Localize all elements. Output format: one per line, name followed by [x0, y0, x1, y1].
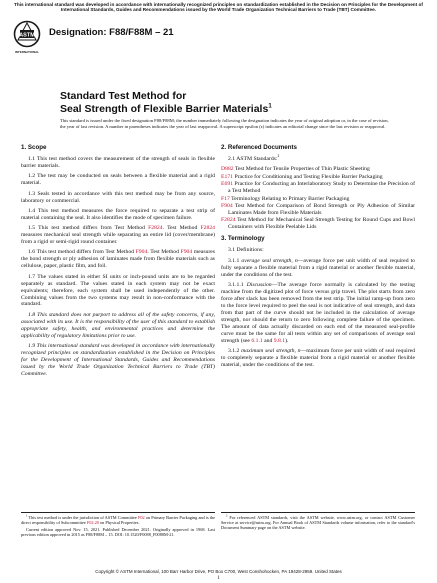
text-run: and: [262, 337, 274, 344]
reference-title: Terminology Relating to Primary Barrier Packaging: [229, 195, 350, 202]
paragraph-2-1: [221, 156, 415, 163]
reference-title: Practice for Conditioning and Testing Flexible Barrier Packaging: [233, 173, 383, 180]
text-run: —average force per unit width of seal required to fully separate a flexible material from a rigid material or another flexible material, under the conditions of the test.: [221, 257, 415, 278]
text-run: —The average force normally is calculated by the testing machine from the digitized plot of force versus grip travel. The plot starts from zero force after slack has been removed from the test strip. The initial ramp-up from zero to the force level required to peel the seal is not indicative of seal strength, and data from that part of the curve should not be included in the calculation of average strength, nor should the return to zero following complete failure of the specimen. The amount of data actually discarded on each end of the measured seal-profile curve must be the same for all tests within any set of comparisons of average seal strength (see: [221, 281, 416, 344]
international-standard-notice: This international standard was developed in accordance with internationally recognized principles on standardization established in the Decision on Principles for the Development of International Standards, Guides and Recommendations issued by the World Trade Organization Technical Barriers to Trade (TBT) Committee.: [14, 2, 423, 13]
paragraph-1-6: [21, 249, 215, 270]
text-run: . Test Method: [162, 225, 201, 232]
reference-code-link[interactable]: D882: [221, 166, 234, 173]
text-run: This test method is under the jurisdiction of ASTM Committee: [28, 515, 138, 520]
title-line-2: Seal Strength of Flexible Barrier Materials: [60, 102, 269, 115]
text-run: on Physical Properties.: [98, 520, 140, 526]
issue-note: This standard is issued under the fixed designation F88/F88M; the number immediately following the designation indicates the year of original adoption or, in the case of revision, the year of last revision. A number in parentheses indicates the year of last reapproval. A superscript epsilon (ε) indicates an editorial change since the last revision or reapproval.: [60, 118, 389, 129]
designation: Designation: F88/F88M – 21: [49, 27, 174, 38]
reference-title: Test Method for Tensile Properties of Thin Plastic Sheeting: [233, 166, 370, 173]
text-run: ).: [285, 337, 289, 344]
page-number: 1: [217, 576, 220, 581]
text-run: measures the bond strength or ply adhesion of laminates made from flexible materials such as cellulose, paper, plastic film, and foil.: [21, 249, 216, 270]
reference-title: Test Method for Mechanical Seal Strength Testing for Round Cups and Bowl Containers with Flexible Peelable Lids: [228, 217, 415, 231]
paragraph-1-1: 1.1 This test method covers the measurement of the strength of seals in flexible barrier materials.: [21, 155, 215, 169]
reference-code-link[interactable]: E691: [221, 181, 234, 188]
paragraph-1-5: [21, 225, 215, 246]
text-run: For referenced ASTM standards, visit the ASTM website, www.astm.org, or contact ASTM Customer Service at service@astm.org. For Annual Book of ASTM Standards volume information, refer to the standard's Document Summary page on the ASTM website.: [221, 515, 415, 531]
text-run: 3.1.2: [228, 347, 242, 354]
title-line-1: Standard Test Method for: [60, 90, 187, 102]
document-title: [60, 90, 272, 115]
left-column: [21, 145, 215, 381]
reference-item: [221, 181, 415, 195]
reference-code-link[interactable]: F2824: [221, 217, 236, 224]
text-run: 3.1.1.1: [228, 281, 247, 288]
text-run: 2.1 ASTM Standards:: [228, 155, 278, 162]
term-name: maximum seal strength, n: [241, 347, 301, 354]
paragraph-1-7: 1.7 The values stated in either SI units or inch-pound units are to be regarded separately as standard. The values stated in each system may not be exact equivalents; therefore, each system shall be used independently of the other. Combining values from the two systems may result in non-conformance with the standard.: [21, 273, 215, 308]
link-f2824[interactable]: F2824: [200, 225, 216, 232]
text-run: measures mechanical seal strength while separating an entire lid (cover/membrane) from a rigid or semi-rigid round container.: [21, 232, 215, 246]
footnote-mark-2: 2: [277, 154, 280, 159]
paragraph-1-9: 1.9 This international standard was developed in accordance with internationally recognized principles on standardization established in the Decision on Principles for the Development of International Standards, Guides and Recommendations issued by the World Trade Organization Technical Barriers to Trade (TBT) Committee.: [21, 343, 215, 377]
paragraph-1-3: 1.3 Seals tested in accordance with this test method may be from any source, laboratory or commercial.: [21, 190, 215, 204]
reference-code-link[interactable]: F17: [221, 195, 230, 202]
footnote-1: [21, 512, 215, 539]
reference-item: [221, 195, 415, 203]
section-heading-referenced-documents: 2. Referenced Documents: [221, 144, 297, 151]
section-xref-link[interactable]: 9.8.1: [273, 337, 286, 344]
paragraph-1-2: 1.2 The test may be conducted on seals between a flexible material and a rigid material.: [21, 173, 215, 187]
reference-title: Practice for Conducting an Interlaboratory Study to Determine the Precision of a Test Method: [228, 181, 415, 195]
reference-list: [221, 166, 415, 231]
reference-code-link[interactable]: F904: [221, 203, 233, 210]
text-run: —maximum force per unit width of seal required to completely separate a flexible material from a rigid material or another flexible material, under the conditions of the test.: [221, 347, 416, 368]
paragraph-1-4: 1.4 This test method measures the force required to separate a test strip of material containing the seal. It also identifies the mode of specimen failure.: [21, 207, 215, 221]
astm-logo-icon: [13, 20, 41, 58]
reference-item: [221, 217, 415, 231]
link-subcommittee-f02-20[interactable]: F02.20: [86, 520, 99, 526]
text-run: 1.6 This test method differs from Test Method: [28, 249, 136, 256]
section-heading-terminology: 3. Terminology: [221, 235, 265, 243]
link-f2824[interactable]: F2824: [148, 225, 163, 232]
text-run: on Primary Barrier Packaging and is the direct responsibility of Subcommittee: [21, 515, 216, 526]
logo-text: INTERNATIONAL: [14, 50, 40, 54]
text-run: 3.1.1: [228, 257, 242, 264]
reference-item: [221, 166, 415, 173]
copyright-footer: Copyright © ASTM International, 100 Barr Harbor Drive, PO Box C700, West Conshohocken, PA 19428-2959. United States: [95, 569, 342, 574]
section-xref-link[interactable]: 6.1.1: [251, 337, 263, 344]
link-committee-f02[interactable]: F02: [137, 515, 145, 520]
term-name: Discussion: [246, 281, 272, 288]
reference-item: [221, 173, 415, 181]
section-heading-scope: 1. Scope: [21, 144, 47, 151]
footnote-2: [221, 512, 415, 532]
reference-title: Test Method for Comparison of Bond Strength or Ply Adhesion of Similar Laminates Made from Flexible Materials: [228, 203, 415, 217]
reference-code-link[interactable]: E171: [221, 173, 234, 180]
reference-item: [221, 203, 415, 217]
footnote-1-b: Current edition approved Nov. 15, 2021. Published December 2021. Originally approved in 1968. Last previous edition approved in 2015 as F88/F88M – 15. DOI: 10.1520/F0088_F0088M-21.: [21, 527, 215, 538]
paragraph-3-1-2: [221, 348, 415, 369]
paragraph-1-8: 1.8 This standard does not purport to address all of the safety concerns, if any, associated with its use. It is the responsibility of the user of this standard to establish appropriate safety, health, and environmental practices and determine the applicability of regulatory limitations prior to use.: [21, 311, 215, 339]
link-f904[interactable]: F904: [180, 249, 193, 256]
paragraph-3-1: 3.1 Definitions:: [228, 247, 264, 254]
footnote-mark-1: 1: [26, 514, 28, 518]
title-footnote-mark: 1: [268, 103, 272, 109]
paragraph-3-1-1-1: [221, 282, 415, 345]
text-run: . Test Method: [147, 249, 181, 256]
term-name: average seal strength, n: [241, 257, 298, 264]
footnote-mark-2: 2: [226, 514, 228, 518]
paragraph-3-1-1: [221, 258, 415, 279]
right-column: [221, 145, 415, 372]
svg-text:ASTM: ASTM: [19, 32, 35, 39]
text-run: 1.5 This test method differs from Test Method: [28, 225, 149, 232]
link-f904[interactable]: F904: [135, 249, 148, 256]
footnote-1-a: [21, 515, 215, 525]
footnote-2-text: [221, 515, 415, 531]
